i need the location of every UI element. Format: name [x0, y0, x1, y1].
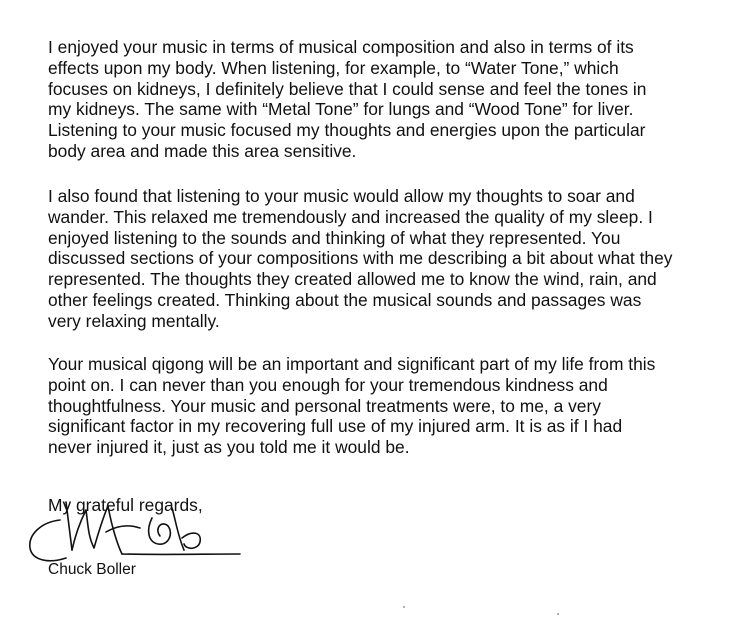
- paper-speck: [403, 606, 405, 608]
- paragraph-line: discussed sections of your compositions with me describing a bit about what they: [48, 248, 673, 269]
- paragraph-line: significant factor in my recovering full use of my injured arm. It is as if I had: [48, 416, 623, 437]
- closing-salutation: My grateful regards,: [48, 495, 203, 515]
- paragraph-line: effects upon my body. When listening, for example, to “Water Tone,” which: [48, 57, 619, 78]
- signature-strokes: [30, 502, 240, 561]
- paragraph-line: represented. The thoughts they created allowed me to know the wind, rain, and: [48, 269, 657, 290]
- paragraph-line: enjoyed listening to the sounds and thinking of what they represented. You: [48, 227, 621, 248]
- paragraph-line: Listening to your music focused my thoughts and energies upon the particular: [48, 120, 646, 141]
- paragraph-line: I also found that listening to your music would allow my thoughts to soar and: [48, 186, 635, 206]
- paragraph-line: my kidneys. The same with “Metal Tone” for lungs and “Wood Tone” for liver.: [48, 99, 634, 120]
- letter-paragraph-3: [48, 354, 738, 458]
- paragraph-line: wander. This relaxed me tremendously and increased the quality of my sleep. I: [48, 206, 653, 227]
- paragraph-line: thoughtfulness. Your music and personal treatments were, to me, a very: [48, 395, 601, 416]
- letter-paragraph-2: [48, 186, 738, 332]
- signer-name: Chuck Boller: [48, 561, 136, 578]
- paragraph-line: I enjoyed your music in terms of musical composition and also in terms of its: [48, 37, 634, 57]
- paragraph-line: other feelings created. Thinking about the musical sounds and passages was: [48, 289, 642, 310]
- paragraph-line: never injured it, just as you told me it would be.: [48, 437, 410, 458]
- paragraph-line: focuses on kidneys, I definitely believe that I could sense and feel the tones in: [48, 78, 647, 99]
- paragraph-line: point on. I can never than you enough for your tremendous kindness and: [48, 374, 608, 395]
- paper-speck: [557, 613, 559, 615]
- paragraph-line: Your musical qigong will be an important and significant part of my life from this: [48, 354, 656, 374]
- letter-paragraph-1: [48, 37, 738, 162]
- paragraph-line: body area and made this area sensitive.: [48, 140, 357, 161]
- paragraph-line: very relaxing mentally.: [48, 310, 220, 331]
